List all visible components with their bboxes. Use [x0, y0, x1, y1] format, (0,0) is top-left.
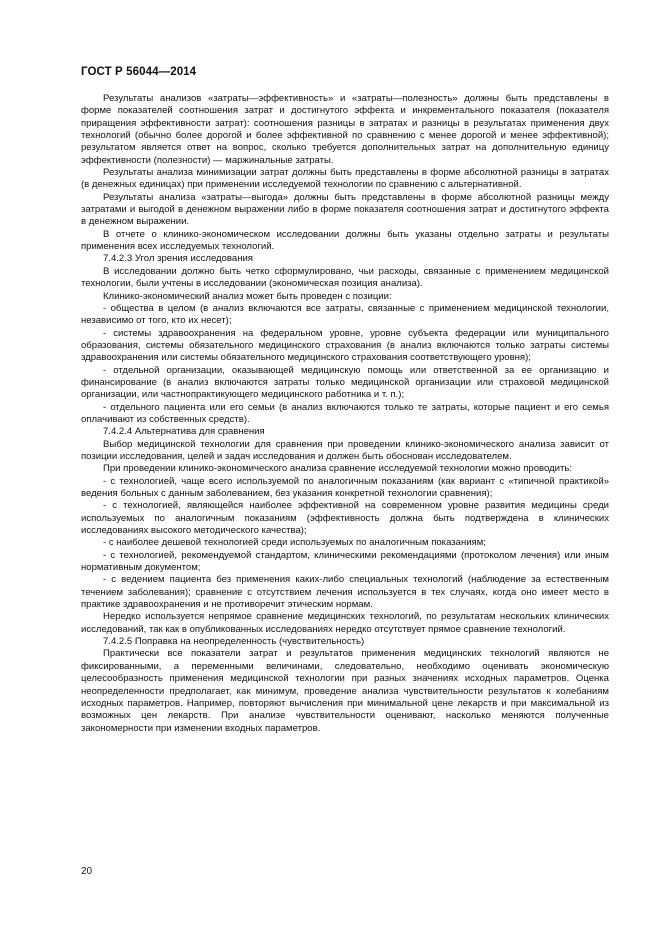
section-heading: 7.4.2.5 Поправка на неопределенность (чувствительность)	[103, 636, 365, 648]
paragraph: Выбор медицинской технологии для сравнения при проведении клинико-экономического анализа зависит от позиции исследования, целей и задач исследования и должен быть обоснован исследователем.	[81, 438, 609, 462]
list-item: - общества в целом (в анализ включаются все затраты, связанные с применением медицинской технологии, независимо от того, кто их несет);	[81, 302, 609, 327]
section-heading: 7.4.2.3 Угол зрения исследования	[103, 253, 253, 265]
list-item: - с технологией, рекомендуемой стандартом, клиническими рекомендациями (протоколом лечения) или иным нормативным документом;	[81, 549, 609, 574]
document-body	[81, 93, 609, 735]
document-code-header: ГОСТ Р 56044—2014	[81, 66, 197, 78]
paragraph: При проведении клинико-экономического анализа сравнение исследуемой технологии можно проводить:	[103, 463, 573, 475]
page-number: 20	[81, 866, 93, 877]
list-item: - с технологией, являющейся наиболее эффективной на современном уровне развития медицины среди используемых по аналогичным показаниям (эффективность должна быть подтверждена в клинических исследованиях высокого методического качества);	[81, 500, 609, 537]
list-item: - системы здравоохранения на федеральном уровне, уровне субъекта федерации или муниципального образования, системы обязательного медицинского страхования (в анализ включаются только затраты системы здравоохранения или системы обязательного медицинского страхования соответствующего уровня);	[81, 327, 609, 364]
paragraph: Результаты анализа «затраты—выгода» должны быть представлены в форме абсолютной разницы между затратами и выгодой в денежном выражении либо в форме показателя соотношения затрат и достигнутого эффекта в денежном выражении.	[81, 191, 609, 228]
paragraph: В отчете о клинико-экономическом исследовании должны быть указаны отдельно затраты и результаты применения всех исследуемых технологий.	[81, 228, 609, 253]
list-item: - с технологией, чаще всего используемой по аналогичным показаниям (как вариант с «типичной практикой» ведения больных с данным заболеванием, без указания конкретной технологии сравнения);	[81, 475, 609, 499]
list-item: - с наиболее дешевой технологией среди используемых по аналогичным показаниям;	[103, 537, 486, 549]
paragraph: Нередко используется непрямое сравнение медицинских технологий, по результатам нескольких клинических исследований, так как в опубликованных исследованиях нередко отсутствует прямое сравнение технологий.	[81, 611, 609, 635]
list-item: - с ведением пациента без применения каких-либо специальных технологий (наблюдение за естественным течением заболевания); сравнение с отсутствием лечения используется в тех случаях, когда оно имеет место в практике здравоохранения и не противоречит этическим нормам.	[81, 574, 609, 611]
paragraph: Практически все показатели затрат и результатов применения медицинских технологий являются не фиксированными, а переменными величинами, следовательно, необходимо оценивать экономическую целесообразность применения медицинской технологии при разных значениях исходных параметров. Оценка неопределенности предполагает, как минимум, проведение анализа чувствительности результатов к колебаниям исходных параметров. Например, повторяют вычисления при минимальной цене лекарств и при максимальной из возможных цен лекарств. При анализе чувствительности оценивают, насколько меняются полученные закономерности при изменении входных параметров.	[81, 648, 609, 734]
list-item: - отдельной организации, оказывающей медицинскую помощь или ответственной за ее организацию и финансирование (в анализ включаются затраты только медицинской организации или страховой медицинской организации, или частнопрактикующего медицинского работника и т. п.);	[81, 364, 609, 401]
paragraph: Результаты анализов «затраты—эффективность» и «затраты—полезность» должны быть представлены в форме показателей соотношения затрат и достигнутого эффекта и инкрементального показателя (показателя приращения эффективности затрат): соотношения разницы в затратах и разницы в результатах применения двух технологий (обычно более дорогой и более эффективной по сравнению с менее дорогой и менее эффективной); результатом является ответ на вопрос, сколько требуется дополнительных затрат на дополнительную единицу эффективности (полезности) — маржинальные затраты.	[81, 93, 609, 166]
paragraph: В исследовании должно быть четко сформулировано, чьи расходы, связанные с применением медицинской технологии, были учтены в исследовании (экономическая позиция анализа).	[81, 265, 609, 290]
list-item: - отдельного пациента или его семьи (в анализ включаются только те затраты, которые пациент и его семья оплачивают из собственных средств).	[81, 401, 609, 425]
section-heading: 7.4.2.4 Альтернатива для сравнения	[103, 426, 265, 438]
paragraph: Результаты анализа минимизации затрат должны быть представлены в форме абсолютной разницы в затратах (в денежных единицах) при применении исследуемой технологии по сравнению с альтернативной.	[81, 167, 609, 191]
paragraph: Клинико-экономический анализ может быть проведен с позиции:	[103, 290, 392, 302]
